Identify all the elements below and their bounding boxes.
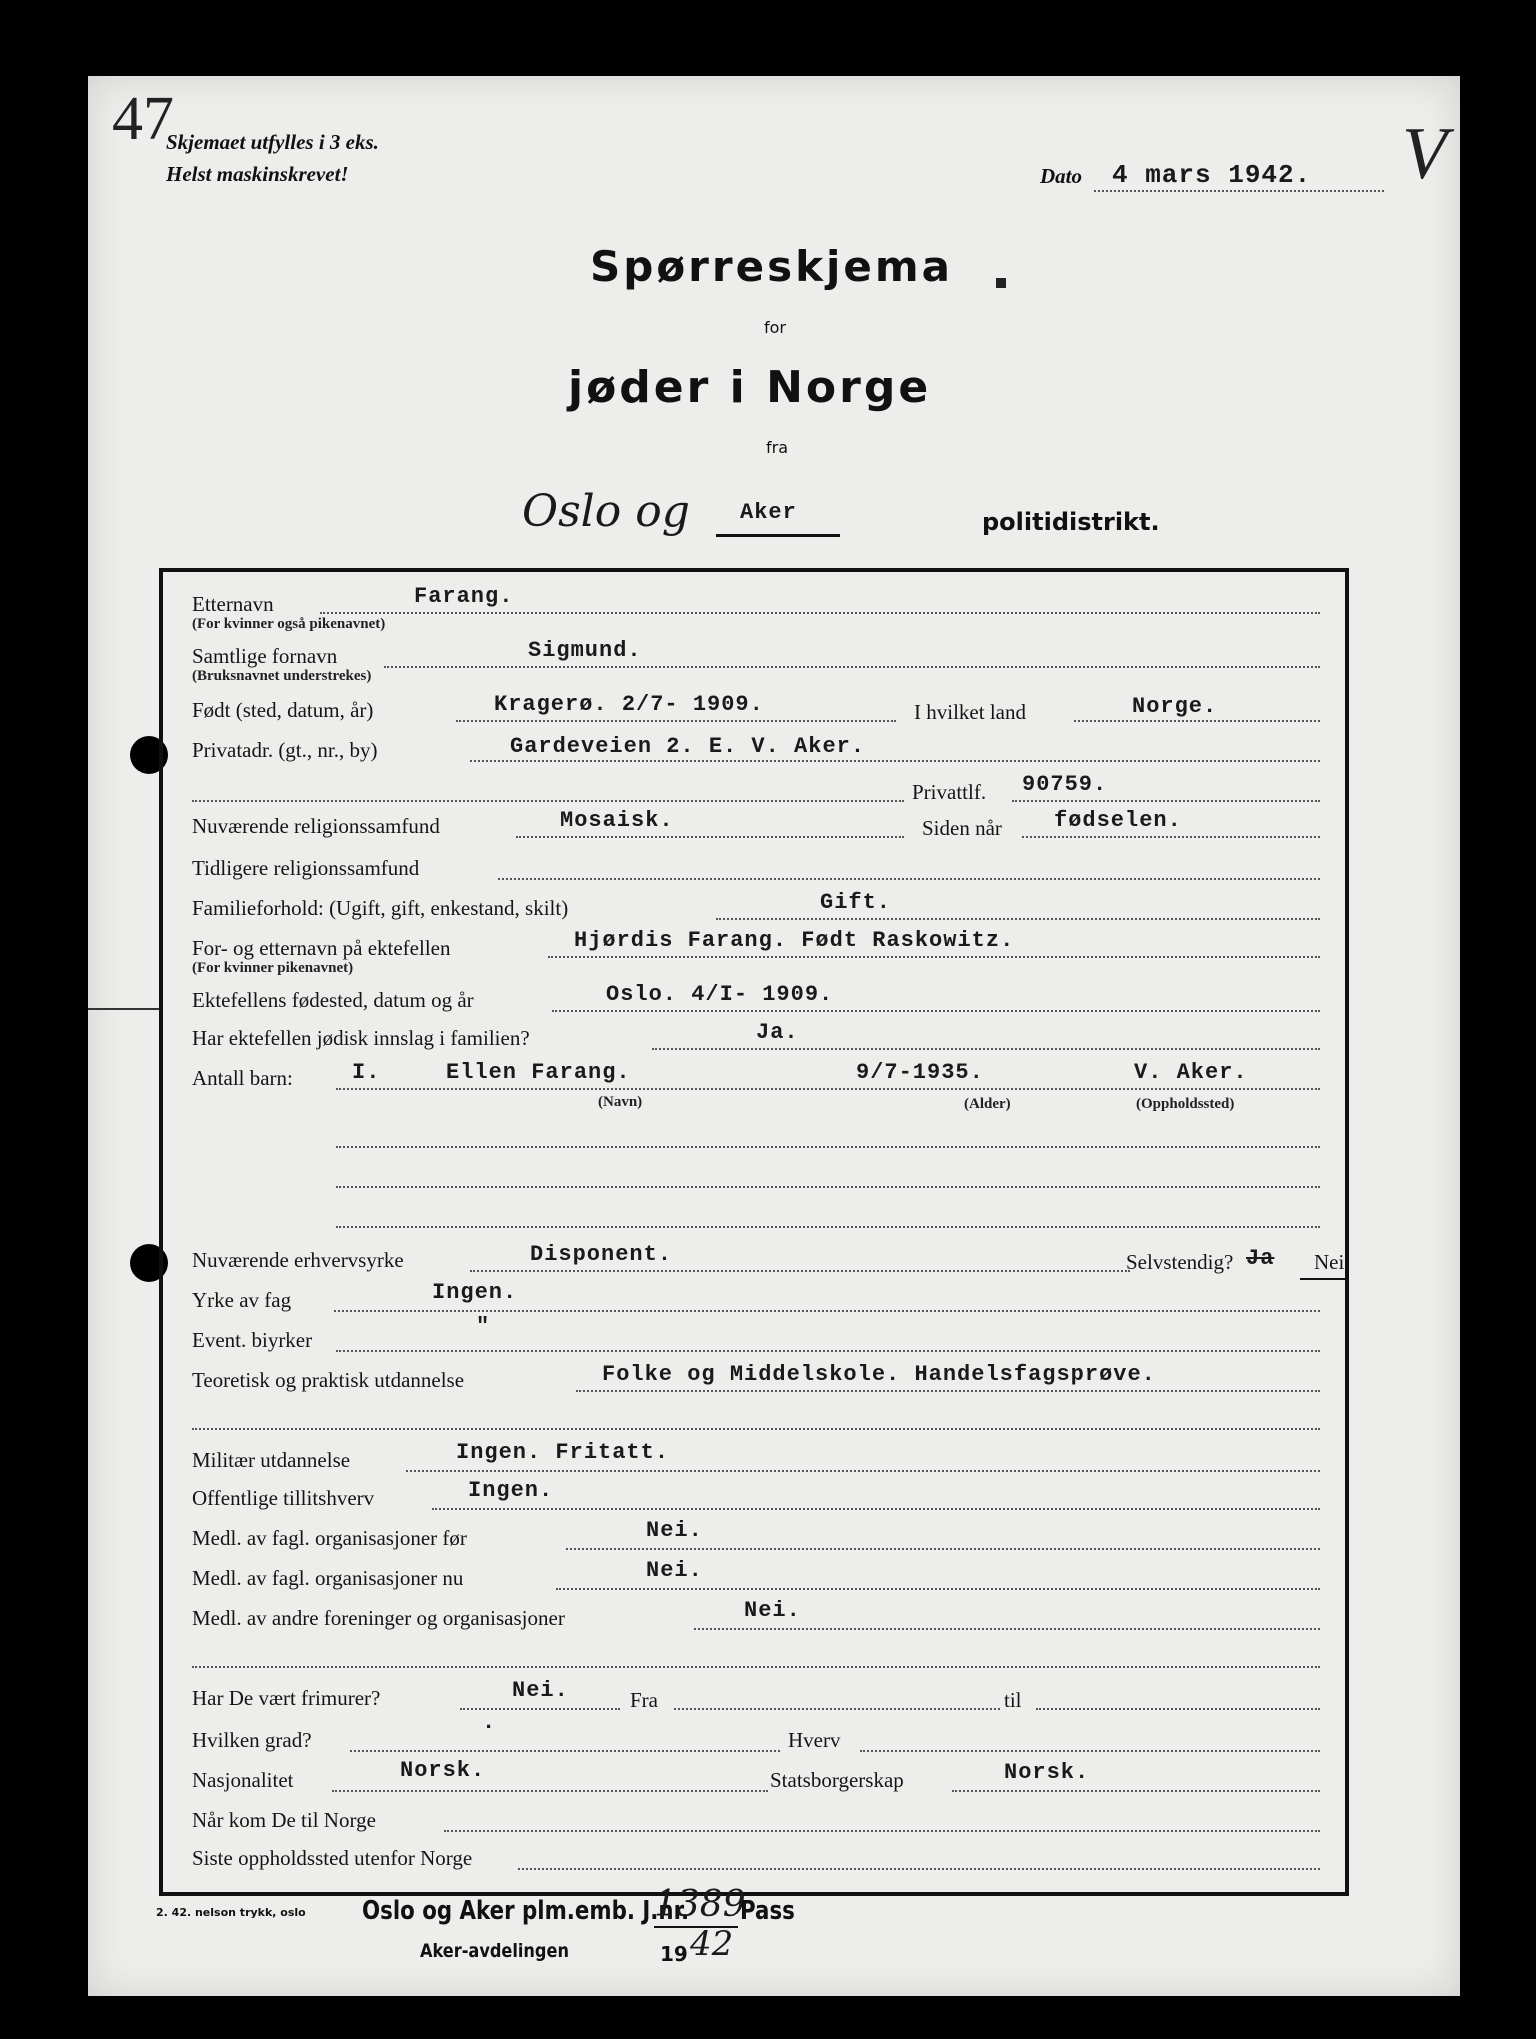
value-tillit: Ingen. xyxy=(468,1478,554,1503)
line-fornavn xyxy=(384,666,1320,668)
label-siste: Siste oppholdssted utenfor Norge xyxy=(192,1846,473,1870)
label-tlf: Privattlf. xyxy=(912,780,987,804)
form-title: Spørreskjema xyxy=(590,242,953,291)
value-relig: Mosaisk. xyxy=(560,808,674,833)
col-navn: (Navn) xyxy=(598,1094,643,1110)
label-org-nu: Medl. av fagl. organisasjoner nu xyxy=(192,1566,464,1590)
stamp-jnr: 1389 xyxy=(654,1884,746,1925)
value-militaer: Ingen. Fritatt. xyxy=(456,1440,670,1465)
label-militaer: Militær utdannelse xyxy=(192,1448,351,1472)
value-etternavn: Farang. xyxy=(414,584,514,609)
stamp-line-1: Oslo og Aker plm.emb. J.nr. xyxy=(362,1896,690,1926)
line-ektefelle xyxy=(548,956,1320,958)
date-value: 4 mars 1942. xyxy=(1112,160,1312,190)
value-barn-count: I. xyxy=(352,1060,381,1085)
label-hverv: Hverv xyxy=(788,1728,841,1752)
selvst-underline xyxy=(1300,1278,1348,1280)
label-statsb: Statsborgerskap xyxy=(770,1768,904,1792)
line-nasj xyxy=(332,1790,768,1792)
label-grad: Hvilken grad? xyxy=(192,1728,312,1752)
line-land xyxy=(1074,720,1320,722)
label-fra: Fra xyxy=(630,1688,658,1712)
date-line xyxy=(1094,190,1384,192)
value-statsb: Norsk. xyxy=(1004,1760,1090,1785)
label-selvst: Selvstendig? xyxy=(1126,1250,1234,1274)
title-fra: fra xyxy=(766,438,789,457)
sub-fornavn: (Bruksnavnet understrekes) xyxy=(192,668,372,684)
value-fornavn: Sigmund. xyxy=(528,638,642,663)
line-barn-2 xyxy=(336,1146,1320,1148)
line-biyrker xyxy=(336,1350,1320,1352)
label-erverv: Nuværende erhvervsyrke xyxy=(192,1248,404,1272)
label-innslag: Har ektefellen jødisk innslag i familien? xyxy=(192,1026,530,1050)
line-statsb xyxy=(952,1790,1320,1792)
label-land: I hvilket land xyxy=(914,700,1026,724)
label-nasj: Nasjonalitet xyxy=(192,1768,294,1792)
value-nasj: Norsk. xyxy=(400,1758,486,1783)
district-typed: Aker xyxy=(740,500,797,525)
value-selvst: Nei xyxy=(1314,1250,1345,1274)
label-barn: Antall barn: xyxy=(192,1066,293,1090)
label-familie: Familieforhold: (Ugift, gift, enkestand, skilt) xyxy=(192,896,569,920)
col-alder: (Alder) xyxy=(964,1096,1011,1112)
label-utdann: Teoretisk og praktisk utdannelse xyxy=(192,1368,465,1392)
line-innslag xyxy=(652,1048,1320,1050)
label-fodt: Født (sted, datum, år) xyxy=(192,698,374,722)
label-fag: Yrke av fag xyxy=(192,1288,292,1312)
instruction-line-1: Skjemaet utfylles i 3 eks. xyxy=(166,130,379,154)
value-erverv: Disponent. xyxy=(530,1242,673,1267)
line-fra xyxy=(674,1708,1000,1710)
sub-ektefelle: (For kvinner pikenavnet) xyxy=(192,960,354,976)
line-grad xyxy=(350,1750,780,1752)
line-foren xyxy=(694,1628,1320,1630)
label-til: til xyxy=(1004,1688,1022,1712)
line-foren-2 xyxy=(192,1666,1320,1668)
line-tlf xyxy=(1012,800,1320,802)
value-barn-age: 9/7-1935. xyxy=(856,1060,984,1085)
value-biyrker: " xyxy=(476,1314,491,1339)
value-fag: Ingen. xyxy=(432,1280,518,1305)
line-utdann xyxy=(576,1390,1320,1392)
value-innslag: Ja. xyxy=(756,1020,799,1045)
line-barn-3 xyxy=(336,1186,1320,1188)
label-foren: Medl. av andre foreninger og organisasjoner xyxy=(192,1606,565,1630)
value-land: Norge. xyxy=(1132,694,1218,719)
district-underline xyxy=(716,534,840,537)
line-utdann-2 xyxy=(192,1428,1320,1430)
label-siden: Siden når xyxy=(922,816,1002,840)
label-etternavn: Etternavn xyxy=(192,592,274,616)
label-relig: Nuværende religionssamfund xyxy=(192,814,440,838)
col-oppholdssted: (Oppholdssted) xyxy=(1136,1096,1235,1112)
value-ektefelle: Hjørdis Farang. Født Raskowitz. xyxy=(574,928,1015,953)
stamp-line-2: Aker-avdelingen xyxy=(420,1940,569,1962)
value-familie: Gift. xyxy=(820,890,892,915)
line-fag xyxy=(334,1310,1320,1312)
line-barn-1 xyxy=(336,1088,1320,1090)
printer-imprint: 2. 42. nelson trykk, oslo xyxy=(156,1906,306,1919)
line-org-for xyxy=(566,1548,1320,1550)
date-label: Dato xyxy=(1040,164,1082,188)
label-tidl: Tidligere religionssamfund xyxy=(192,856,420,880)
label-frimurer: Har De vært frimurer? xyxy=(192,1686,381,1710)
value-foren: Nei. xyxy=(744,1598,801,1623)
line-adr-2 xyxy=(192,800,904,802)
label-ekt-fodested: Ektefellens fødested, datum og år xyxy=(192,988,474,1012)
line-etternavn xyxy=(320,612,1320,614)
label-adr: Privatadr. (gt., nr., by) xyxy=(192,738,378,762)
line-militaer xyxy=(406,1470,1320,1472)
value-barn-place: V. Aker. xyxy=(1134,1060,1248,1085)
stamp-year-suffix: 42 xyxy=(690,1924,734,1964)
title-dot xyxy=(996,278,1006,288)
line-relig xyxy=(516,836,904,838)
value-barn-name: Ellen Farang. xyxy=(446,1060,631,1085)
value-frimurer: Nei. xyxy=(512,1678,569,1703)
line-tillit xyxy=(432,1508,1320,1510)
title-for: for xyxy=(764,318,786,337)
value-selvst-struck: Ja xyxy=(1246,1246,1275,1271)
line-kom xyxy=(444,1830,1320,1832)
value-adr: Gardeveien 2. E. V. Aker. xyxy=(510,734,866,759)
line-ekt-fodested xyxy=(552,1010,1320,1012)
form-subtitle: jøder i Norge xyxy=(568,362,932,413)
line-adr xyxy=(470,760,1320,762)
sub-etternavn: (For kvinner også pikenavnet) xyxy=(192,616,386,632)
line-siste xyxy=(518,1868,1320,1870)
label-org-for: Medl. av fagl. organisasjoner før xyxy=(192,1526,467,1550)
line-hverv xyxy=(860,1750,1320,1752)
value-ekt-fodested: Oslo. 4/I- 1909. xyxy=(606,982,834,1007)
line-tidl xyxy=(498,878,1320,880)
value-org-for: Nei. xyxy=(646,1518,703,1543)
line-org-nu xyxy=(556,1588,1320,1590)
value-tlf: 90759. xyxy=(1022,772,1108,797)
label-tillit: Offentlige tillitshverv xyxy=(192,1486,375,1510)
corner-mark: 47 xyxy=(112,85,174,153)
line-erverv xyxy=(470,1270,1130,1272)
instruction-line-2: Helst maskinskrevet! xyxy=(166,162,349,186)
value-siden: fødselen. xyxy=(1054,808,1182,833)
value-fodt: Kragerø. 2/7- 1909. xyxy=(494,692,764,717)
district-handwritten: Oslo og xyxy=(522,486,690,537)
value-grad: . xyxy=(482,1710,497,1735)
label-biyrker: Event. biyrker xyxy=(192,1328,313,1352)
line-familie xyxy=(716,918,1320,920)
label-kom: Når kom De til Norge xyxy=(192,1808,376,1832)
value-org-nu: Nei. xyxy=(646,1558,703,1583)
value-utdann: Folke og Middelskole. Handelsfagsprøve. xyxy=(602,1362,1156,1387)
stamp-year-prefix: 19 xyxy=(660,1942,688,1966)
line-siden xyxy=(1022,836,1320,838)
label-ektefelle: For- og etternavn på ektefellen xyxy=(192,936,451,960)
margin-line xyxy=(88,1008,160,1010)
check-mark: V xyxy=(1402,113,1448,195)
line-til xyxy=(1036,1708,1320,1710)
line-fodt xyxy=(456,720,896,722)
stamp-pass: Pass xyxy=(740,1896,795,1926)
district-label: politidistrikt. xyxy=(982,508,1160,536)
label-fornavn: Samtlige fornavn xyxy=(192,644,338,668)
line-barn-4 xyxy=(336,1226,1320,1228)
